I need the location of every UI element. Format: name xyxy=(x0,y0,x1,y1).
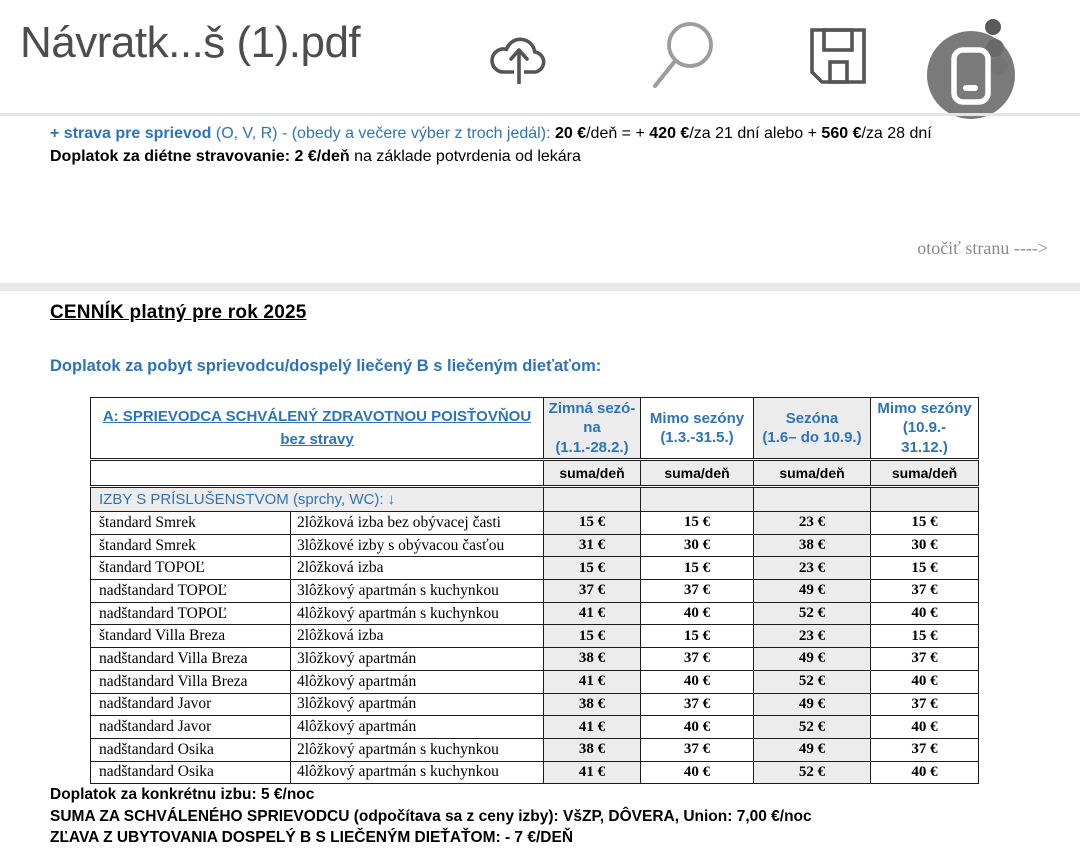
price-cell: 15 € xyxy=(544,557,641,580)
price-list-heading: CENNÍK platný pre rok 2025 xyxy=(50,302,307,323)
room-name-cell: nadštandard TOPOĽ xyxy=(91,580,291,603)
season-header xyxy=(754,398,871,460)
room-desc-cell: 4lôžkový apartmán s kuchynkou xyxy=(291,761,544,784)
price-cell: 52 € xyxy=(754,716,871,739)
price-cell: 37 € xyxy=(871,693,979,716)
season-header-line: (1.3.-31.5.) xyxy=(660,429,734,446)
room-desc-cell: 2lôžková izba xyxy=(291,557,544,580)
season-header xyxy=(544,398,641,460)
price-cell: 23 € xyxy=(754,625,871,648)
toolbar xyxy=(0,0,1080,113)
text-segment: na základe potvrdenia od lekára xyxy=(349,148,581,165)
price-cell: 40 € xyxy=(641,761,754,784)
room-name-cell: nadštandard Villa Breza xyxy=(91,670,291,693)
phone-circle-button[interactable] xyxy=(920,8,1040,126)
section-label-cell: IZBY S PRÍSLUŠENSTVOM (sprchy, WC): ↓ xyxy=(91,487,544,512)
price-cell: 49 € xyxy=(754,738,871,761)
room-desc-cell: 3lôžkový apartmán xyxy=(291,648,544,671)
price-cell: 15 € xyxy=(871,625,979,648)
season-header-line: na xyxy=(583,419,601,437)
corner-header xyxy=(91,398,544,460)
price-cell: 38 € xyxy=(544,693,641,716)
season-header-line: (1.1.-28.2.) xyxy=(555,438,629,456)
room-name-cell: štandard Smrek xyxy=(91,534,291,557)
suma-cell: suma/deň xyxy=(641,460,754,487)
price-cell: 41 € xyxy=(544,602,641,625)
suma-cell: suma/deň xyxy=(754,460,871,487)
text-segment: + strava pre sprievod xyxy=(50,125,216,142)
price-cell: 38 € xyxy=(544,648,641,671)
text-segment: Doplatok za diétne stravovanie: 2 €/deň xyxy=(50,148,350,165)
footer-notes xyxy=(50,784,812,849)
text-segment: (O, V, R) - (obedy a večere výber z troch jedál): xyxy=(215,125,555,142)
room-desc-cell: 2lôžková izba xyxy=(291,625,544,648)
section-empty-cell xyxy=(641,487,754,512)
price-cell: 40 € xyxy=(641,670,754,693)
text-segment: /deň = + xyxy=(586,125,650,142)
price-cell: 15 € xyxy=(641,625,754,648)
price-cell: 37 € xyxy=(641,580,754,603)
price-cell: 49 € xyxy=(754,580,871,603)
price-cell: 49 € xyxy=(754,648,871,671)
price-cell: 41 € xyxy=(544,670,641,693)
price-cell: 40 € xyxy=(641,716,754,739)
table-row xyxy=(91,534,979,557)
price-cell: 23 € xyxy=(754,557,871,580)
suma-cell: suma/deň xyxy=(871,460,979,487)
suma-blank-cell xyxy=(91,460,544,487)
room-desc-cell: 4lôžkový apartmán xyxy=(291,716,544,739)
price-cell: 40 € xyxy=(641,602,754,625)
room-desc-cell: 2lôžková izba bez obývacej časti xyxy=(291,512,544,535)
table-row xyxy=(91,716,979,739)
table-row xyxy=(91,557,979,580)
table-row xyxy=(91,738,979,761)
price-cell: 15 € xyxy=(871,557,979,580)
document-title: Návratk...š (1).pdf xyxy=(20,18,361,67)
season-header-line: Mimo sezóny xyxy=(649,409,745,427)
table-row xyxy=(91,625,979,648)
price-cell: 15 € xyxy=(544,512,641,535)
table-row xyxy=(91,602,979,625)
price-cell: 52 € xyxy=(754,761,871,784)
table-row xyxy=(91,512,979,535)
price-cell: 37 € xyxy=(871,648,979,671)
room-name-cell: štandard TOPOĽ xyxy=(91,557,291,580)
meal-surcharge-line xyxy=(50,122,932,145)
price-cell: 37 € xyxy=(871,580,979,603)
price-table xyxy=(90,397,979,784)
dot-faded xyxy=(990,57,1008,75)
footer-line: SUMA ZA SCHVÁLENÉHO SPRIEVODCU (odpočítava sa z ceny izby): VšZP, DÔVERA, Union: 7,00 €/noc xyxy=(50,807,812,825)
price-cell: 40 € xyxy=(871,602,979,625)
footer-line: ZĽAVA Z UBYTOVANIA DOSPELÝ B S LIEČENÝM DIEŤAŤOM: - 7 €/DEŇ xyxy=(50,829,574,846)
price-cell: 15 € xyxy=(544,625,641,648)
suma-cell: suma/deň xyxy=(544,460,641,487)
search-icon[interactable] xyxy=(645,18,720,98)
room-name-cell: nadštandard TOPOĽ xyxy=(91,602,291,625)
season-header-line: (10.9.- xyxy=(902,419,947,437)
price-cell: 41 € xyxy=(544,761,641,784)
price-cell: 30 € xyxy=(641,534,754,557)
room-desc-cell: 3lôžkové izby s obývacou časťou xyxy=(291,534,544,557)
price-cell: 40 € xyxy=(871,761,979,784)
price-cell: 38 € xyxy=(754,534,871,557)
price-cell: 15 € xyxy=(641,557,754,580)
price-cell: 49 € xyxy=(754,693,871,716)
room-name-cell: nadštandard Osika xyxy=(91,738,291,761)
price-cell: 52 € xyxy=(754,602,871,625)
price-cell: 52 € xyxy=(754,670,871,693)
room-name-cell: nadštandard Osika xyxy=(91,761,291,784)
text-segment: /za 21 dní alebo + xyxy=(689,125,822,142)
table-row xyxy=(91,648,979,671)
season-header-line: (1.6– do 10.9.) xyxy=(762,429,862,446)
suma-row xyxy=(91,460,979,487)
page-separator xyxy=(0,283,1080,291)
text-segment: 420 € xyxy=(649,125,690,142)
price-cell: 37 € xyxy=(641,648,754,671)
price-cell: 15 € xyxy=(871,512,979,535)
season-header-line: Zimná sezó- xyxy=(548,399,636,417)
diet-surcharge-line xyxy=(50,145,581,168)
table-row xyxy=(91,670,979,693)
room-desc-cell: 2lôžkový apartmán s kuchynkou xyxy=(291,738,544,761)
section-empty-cell xyxy=(871,487,979,512)
corner-header-line: A: SPRIEVODCA SCHVÁLENÝ ZDRAVOTNOU POISŤOVŇOU xyxy=(102,407,532,425)
price-cell: 41 € xyxy=(544,716,641,739)
table-row xyxy=(91,580,979,603)
surcharge-subheading: Doplatok za pobyt sprievodcu/dospelý liečený B s liečeným dieťaťom: xyxy=(50,357,602,375)
table-header-row xyxy=(91,398,979,460)
room-desc-cell: 4lôžkový apartmán s kuchynkou xyxy=(291,602,544,625)
cloud-upload-icon[interactable] xyxy=(486,24,554,95)
text-segment: 20 € xyxy=(554,125,587,142)
table-row xyxy=(91,693,979,716)
room-desc-cell: 3lôžkový apartmán xyxy=(291,693,544,716)
dot-small xyxy=(985,19,1001,35)
price-cell: 40 € xyxy=(871,670,979,693)
price-cell: 15 € xyxy=(641,512,754,535)
room-name-cell: nadštandard Javor xyxy=(91,716,291,739)
season-header-line: Sezóna xyxy=(785,409,839,427)
price-cell: 38 € xyxy=(544,738,641,761)
price-cell: 23 € xyxy=(754,512,871,535)
section-empty-cell xyxy=(544,487,641,512)
room-desc-cell: 4lôžkový apartmán xyxy=(291,670,544,693)
season-header-line: Mimo sezóny xyxy=(877,399,972,417)
section-row xyxy=(91,487,979,512)
price-cell: 40 € xyxy=(871,716,979,739)
price-cell: 31 € xyxy=(544,534,641,557)
season-header xyxy=(871,398,979,460)
room-desc-cell: 3lôžkový apartmán s kuchynkou xyxy=(291,580,544,603)
table-row xyxy=(91,761,979,784)
save-icon[interactable] xyxy=(808,26,868,91)
price-cell: 37 € xyxy=(544,580,641,603)
corner-header-line: bez stravy xyxy=(280,431,354,448)
room-name-cell: štandard Smrek xyxy=(91,512,291,535)
price-cell: 30 € xyxy=(871,534,979,557)
toolbar-divider xyxy=(0,113,1080,116)
room-name-cell: štandard Villa Breza xyxy=(91,625,291,648)
footer-line: Doplatok za konkrétnu izbu: 5 €/noc xyxy=(50,786,315,803)
price-cell: 37 € xyxy=(871,738,979,761)
season-header xyxy=(641,398,754,460)
price-cell: 37 € xyxy=(641,693,754,716)
price-cell: 37 € xyxy=(641,738,754,761)
text-segment: 560 € xyxy=(821,125,862,142)
room-name-cell: nadštandard Villa Breza xyxy=(91,648,291,671)
text-segment: /za 28 dní xyxy=(861,125,932,142)
season-header-line: 31.12.) xyxy=(901,438,948,456)
section-empty-cell xyxy=(754,487,871,512)
room-name-cell: nadštandard Javor xyxy=(91,693,291,716)
turn-page-note: otočiť stranu ----> xyxy=(917,238,1048,258)
